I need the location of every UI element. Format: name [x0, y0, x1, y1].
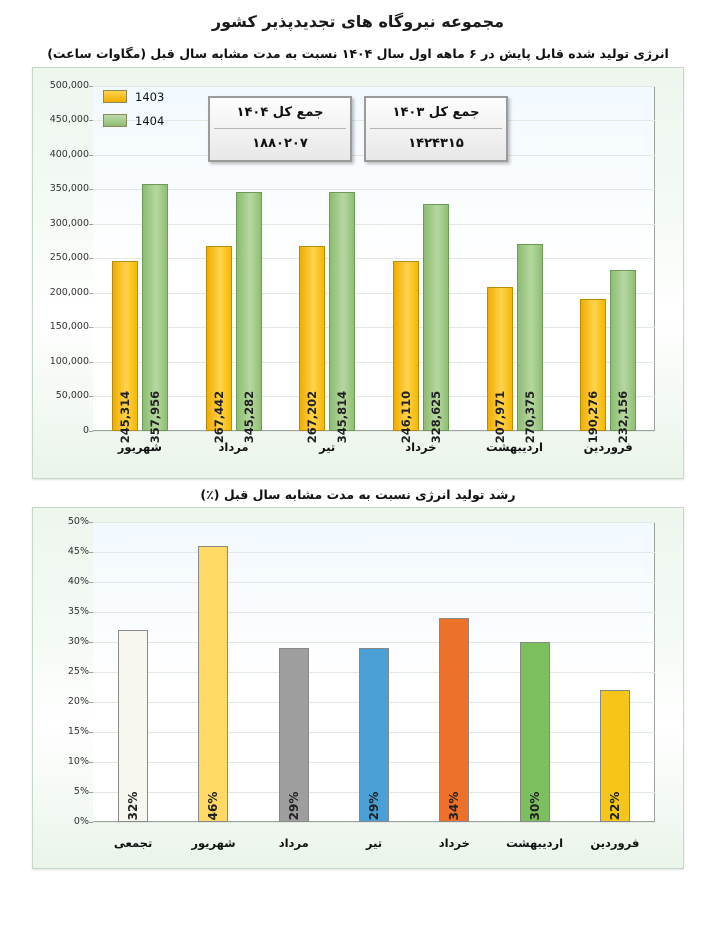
bar-value-label: 32%	[126, 791, 141, 820]
bar-1403	[299, 246, 325, 443]
legend-item-1404	[103, 114, 164, 128]
category-label: فروردین	[590, 835, 640, 850]
bar-value-label: 46%	[206, 791, 221, 820]
total-label-1403: جمع کل ۱۴۰۳	[370, 105, 502, 129]
y-tick-label: 50%	[67, 515, 89, 527]
y-tick-mark	[89, 612, 93, 613]
y-tick-label: 15%	[67, 725, 89, 737]
bar-1403	[487, 287, 513, 443]
bar-1403	[393, 261, 419, 443]
gridline	[93, 431, 655, 432]
total-box-1404	[208, 96, 352, 162]
growth-bar	[279, 648, 309, 822]
y-tick-mark	[89, 224, 93, 225]
category-label: شهریور	[191, 835, 236, 850]
y-tick-label: 5%	[73, 785, 89, 797]
y-tick-label: 200,000	[49, 286, 89, 298]
legend-label-1403: 1403	[135, 89, 165, 104]
chart1-title: انرژی تولید شده قابل پایش در ۶ ماهه اول سال ۱۴۰۴ نسبت به مدت مشابه سال قبل (مگاوات ساعت)	[47, 46, 669, 61]
category-label: خرداد	[405, 439, 437, 454]
y-tick-mark	[89, 792, 93, 793]
bar-value-label: 246,110	[398, 390, 413, 443]
chart2-plot-area	[93, 522, 655, 822]
bar-group	[561, 86, 655, 443]
bar-value-label: 190,276	[586, 390, 601, 443]
chart2-title: رشد تولید انرژی نسبت به مدت مشابه سال قبل (٪)	[200, 486, 516, 502]
y-tick-mark	[89, 762, 93, 763]
bar-value-label: 245,314	[117, 390, 132, 443]
growth-bar	[118, 630, 148, 822]
y-tick-label: 25%	[67, 665, 89, 677]
y-tick-mark	[89, 822, 93, 823]
total-value-1404: ۱۸۸۰۲۰۷	[252, 135, 308, 151]
y-tick-label: 100,000	[49, 355, 89, 367]
legend-swatch-1404	[103, 114, 127, 127]
category-label: شهریور	[117, 439, 162, 454]
bar-1403	[206, 246, 232, 443]
bar-value-label: 357,956	[147, 390, 162, 443]
y-tick-mark	[89, 702, 93, 703]
page-title: مجموعه نیروگاه های تجدیدپذیر کشور	[211, 12, 505, 31]
y-tick-label: 300,000	[49, 217, 89, 229]
y-tick-mark	[89, 552, 93, 553]
bar-1404	[423, 204, 449, 443]
y-tick-label: 250,000	[49, 252, 89, 263]
bar-1403	[580, 299, 606, 443]
y-tick-label: 350,000	[49, 183, 89, 194]
y-tick-mark	[89, 431, 93, 432]
total-value-1403: ۱۴۲۴۳۱۵	[408, 135, 464, 151]
y-tick-mark	[89, 522, 93, 523]
y-tick-label: 20%	[67, 695, 89, 707]
y-tick-label: 150,000	[49, 321, 89, 332]
y-tick-label: 0%	[73, 815, 89, 827]
y-tick-mark	[89, 327, 93, 328]
category-label: تجمعی	[113, 835, 153, 850]
growth-bar	[600, 690, 630, 822]
category-label: خرداد	[438, 835, 470, 850]
y-tick-label: 400,000	[49, 148, 89, 160]
bar-value-label: 29%	[367, 791, 381, 820]
y-tick-label: 35%	[67, 605, 89, 617]
bar-value-label: 267,442	[211, 390, 226, 443]
bar-value-label: 270,375	[522, 390, 537, 443]
bar-1404	[517, 244, 543, 443]
bar-value-label: 22%	[607, 791, 622, 820]
growth-bar	[359, 648, 389, 822]
legend-item-1403	[103, 90, 164, 104]
totals-boxes	[208, 96, 508, 162]
legend-swatch-1403	[103, 90, 127, 103]
bar-1404	[236, 192, 262, 443]
y-tick-label: 500,000	[49, 79, 89, 91]
category-label: تیر	[319, 439, 336, 454]
y-tick-mark	[89, 120, 93, 121]
y-tick-label: 30%	[67, 635, 89, 647]
y-tick-label: 50,000	[55, 390, 89, 401]
legend-label-1404: 1404	[135, 113, 165, 128]
bar-value-label: 267,202	[305, 390, 320, 443]
category-label: تیر	[365, 835, 383, 850]
y-tick-mark	[89, 396, 93, 397]
category-label: اردیبهشت	[486, 439, 543, 454]
gridline	[93, 822, 655, 823]
y-tick-mark	[89, 362, 93, 363]
chart2-bars	[93, 522, 655, 822]
bar-value-label: 328,625	[428, 390, 443, 443]
bar-value-label: 30%	[527, 791, 542, 820]
category-label: مرداد	[278, 835, 309, 850]
y-tick-mark	[89, 258, 93, 259]
y-tick-label: 40%	[67, 575, 89, 587]
bar-value-label: 29%	[286, 791, 301, 820]
bar-value-label: 34%	[447, 791, 462, 820]
y-tick-mark	[89, 86, 93, 87]
bar-value-label: 207,971	[492, 390, 507, 443]
y-tick-mark	[89, 155, 93, 156]
growth-bar	[520, 642, 550, 822]
bar-value-label: 345,814	[335, 390, 350, 443]
bar-value-label: 232,156	[616, 390, 631, 443]
total-label-1404: جمع کل ۱۴۰۴	[214, 105, 346, 129]
bar-1404	[329, 192, 355, 443]
total-box-1403	[364, 96, 508, 162]
energy-production-chart	[32, 67, 684, 479]
growth-bar	[439, 618, 469, 822]
y-tick-label: 450,000	[49, 114, 89, 125]
y-tick-mark	[89, 732, 93, 733]
y-tick-mark	[89, 642, 93, 643]
bar-1403	[112, 261, 138, 443]
y-tick-label: 45%	[67, 545, 89, 557]
category-label: فروردین	[583, 439, 633, 454]
bar-1404	[142, 184, 168, 443]
bar-value-label: 345,282	[241, 390, 256, 443]
category-label: مرداد	[218, 439, 249, 454]
y-tick-mark	[89, 189, 93, 190]
growth-rate-chart	[32, 507, 684, 869]
y-tick-label: 10%	[67, 755, 89, 767]
y-tick-label: 0	[82, 424, 89, 436]
chart1-legend	[103, 90, 164, 138]
y-tick-mark	[89, 582, 93, 583]
y-tick-mark	[89, 293, 93, 294]
bar-1404	[610, 270, 636, 443]
y-tick-mark	[89, 672, 93, 673]
growth-bar	[198, 546, 228, 822]
category-label: اردیبهشت	[506, 835, 564, 850]
